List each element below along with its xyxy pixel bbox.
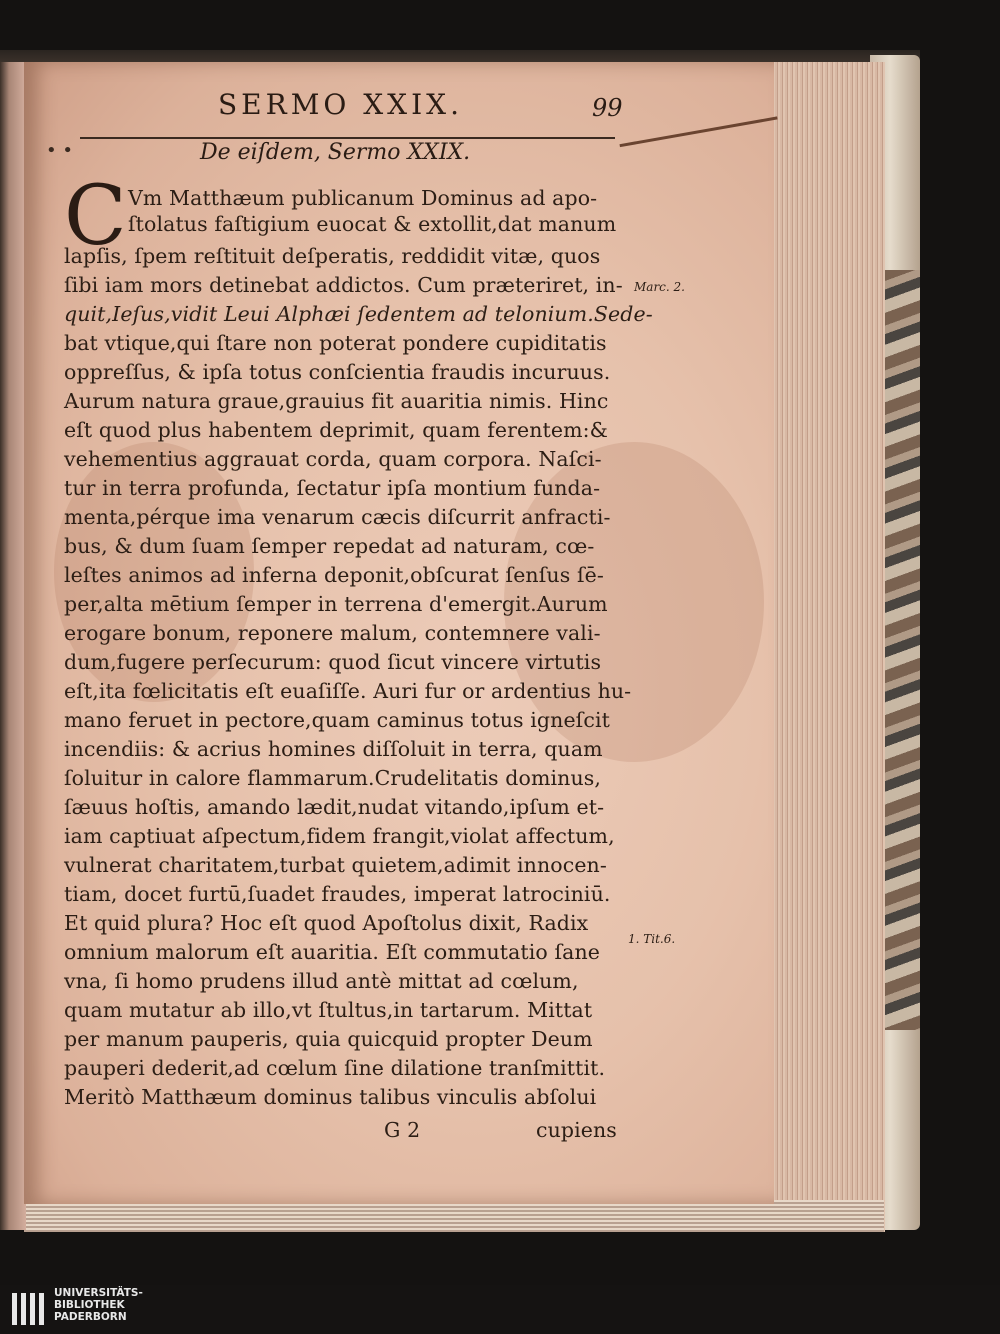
- library-name-line: BIBLIOTHEK: [54, 1299, 125, 1311]
- library-name-line: UNIVERSITÄTS-: [54, 1287, 143, 1299]
- text-line: dum,fugere perſecurum: quod ſicut vincere virtutis: [64, 650, 602, 674]
- text-line: ſibi iam mors detinebat addictos. Cum præteriret, in-: [64, 273, 623, 297]
- text-line: per,alta mētium ſemper in terrena d'emergit.Aurum: [64, 592, 608, 616]
- margin-note: Marc. 2.: [634, 280, 685, 294]
- text-line: bat vtique,qui ſtare non poterat pondere cupiditatis: [64, 331, 607, 355]
- footer-bar: [0, 1285, 1000, 1334]
- marbled-endpaper: [880, 270, 920, 1030]
- text-line: eſt quod plus habentem deprimit, quam ferentem:&: [64, 418, 609, 442]
- text-line: vulnerat charitatem,turbat quietem,adimit innocen-: [64, 853, 607, 877]
- text-line: eſt,ita fœlicitatis eſt euaſiſſe. Auri fur or ardentius hu-: [64, 679, 632, 703]
- text-line: per manum pauperis, quia quicquid propter Deum: [64, 1027, 593, 1051]
- text-line: oppreſſus, & ipſa totus conſcientia fraudis incuruus.: [64, 360, 611, 384]
- library-name-line: PADERBORN: [54, 1311, 127, 1323]
- text-line: menta,pérque ima venarum cæcis diſcurrit anfracti-: [64, 505, 611, 529]
- page-edges: [765, 62, 885, 1232]
- text-line: incendiis: & acrius homines diſſoluit in terra, quam: [64, 737, 603, 761]
- text-line: quam mutatur ab illo,vt ſtultus,in tartarum. Mittat: [64, 998, 593, 1022]
- text-line: ſæuus hoſtis, amando lædit,nudat vitando,ipſum et-: [64, 795, 605, 819]
- text-line: erogare bonum, reponere malum, contemnere vali-: [64, 621, 601, 645]
- sermon-subtitle: De eiſdem, Sermo XXIX.: [200, 140, 471, 165]
- text-line: ſoluitur in calore flammarum.Crudelitatis dominus,: [64, 766, 601, 790]
- text-line: Vm Matthæum publicanum Dominus ad apo-: [128, 186, 598, 210]
- text-line: iam captiuat aſpectum,fidem frangit,violat affectum,: [64, 824, 615, 848]
- margin-note: 1. Tit.6.: [628, 932, 676, 946]
- text-line: tiam, docet furtū,ſuadet fraudes, imperat latrociniū.: [64, 882, 611, 906]
- header-rule: [80, 137, 615, 139]
- text-line: Meritò Matthæum dominus talibus vinculis abſolui: [64, 1085, 597, 1109]
- text-line: leſtes animos ad inferna deponit,obſcurat ſenſus ſē-: [64, 563, 604, 587]
- text-line: Et quid plura? Hoc eſt quod Apoſtolus dixit, Radix: [64, 911, 589, 935]
- text-line: omnium malorum eſt auaritia. Eſt commutatio ſane: [64, 940, 601, 964]
- text-line: bus, & dum ſuam ſemper repedat ad naturam, cœ-: [64, 534, 595, 558]
- text-line: lapſis, ſpem reſtituit deſperatis, reddidit vitæ, quos: [64, 244, 601, 268]
- text-line: quit,Ieſus,vidit Leui Alphæi ſedentem ad telonium.Sede-: [64, 302, 653, 326]
- bottom-page-edges: [24, 1200, 884, 1232]
- book-gutter: [0, 62, 26, 1230]
- ornament-dots: • •: [46, 140, 73, 161]
- text-line: pauperi dederit,ad cœlum ſine dilatione tranſmittit.: [64, 1056, 606, 1080]
- text-line: tur in terra profunda, ſectatur ipſa montium funda-: [64, 476, 601, 500]
- text-line: vna, ſi homo prudens illud antè mittat ad cœlum,: [64, 969, 579, 993]
- text-line: Aurum natura graue,grauius fit auaritia nimis. Hinc: [64, 389, 609, 413]
- text-line: mano feruet in pectore,quam caminus totus igneſcit: [64, 708, 610, 732]
- running-head: SERMO XXIX.: [218, 88, 463, 121]
- catchword: cupiens: [536, 1118, 617, 1142]
- library-name: [54, 1287, 143, 1323]
- drop-cap: C: [64, 169, 127, 264]
- library-logo-icon: [10, 1289, 50, 1329]
- page-number: 99: [592, 94, 623, 122]
- text-line: ſtolatus faſtigium euocat & extollit,dat manum: [128, 212, 617, 236]
- text-line: vehementius aggrauat corda, quam corpora. Naſci-: [64, 447, 602, 471]
- signature-mark: G 2: [384, 1118, 421, 1142]
